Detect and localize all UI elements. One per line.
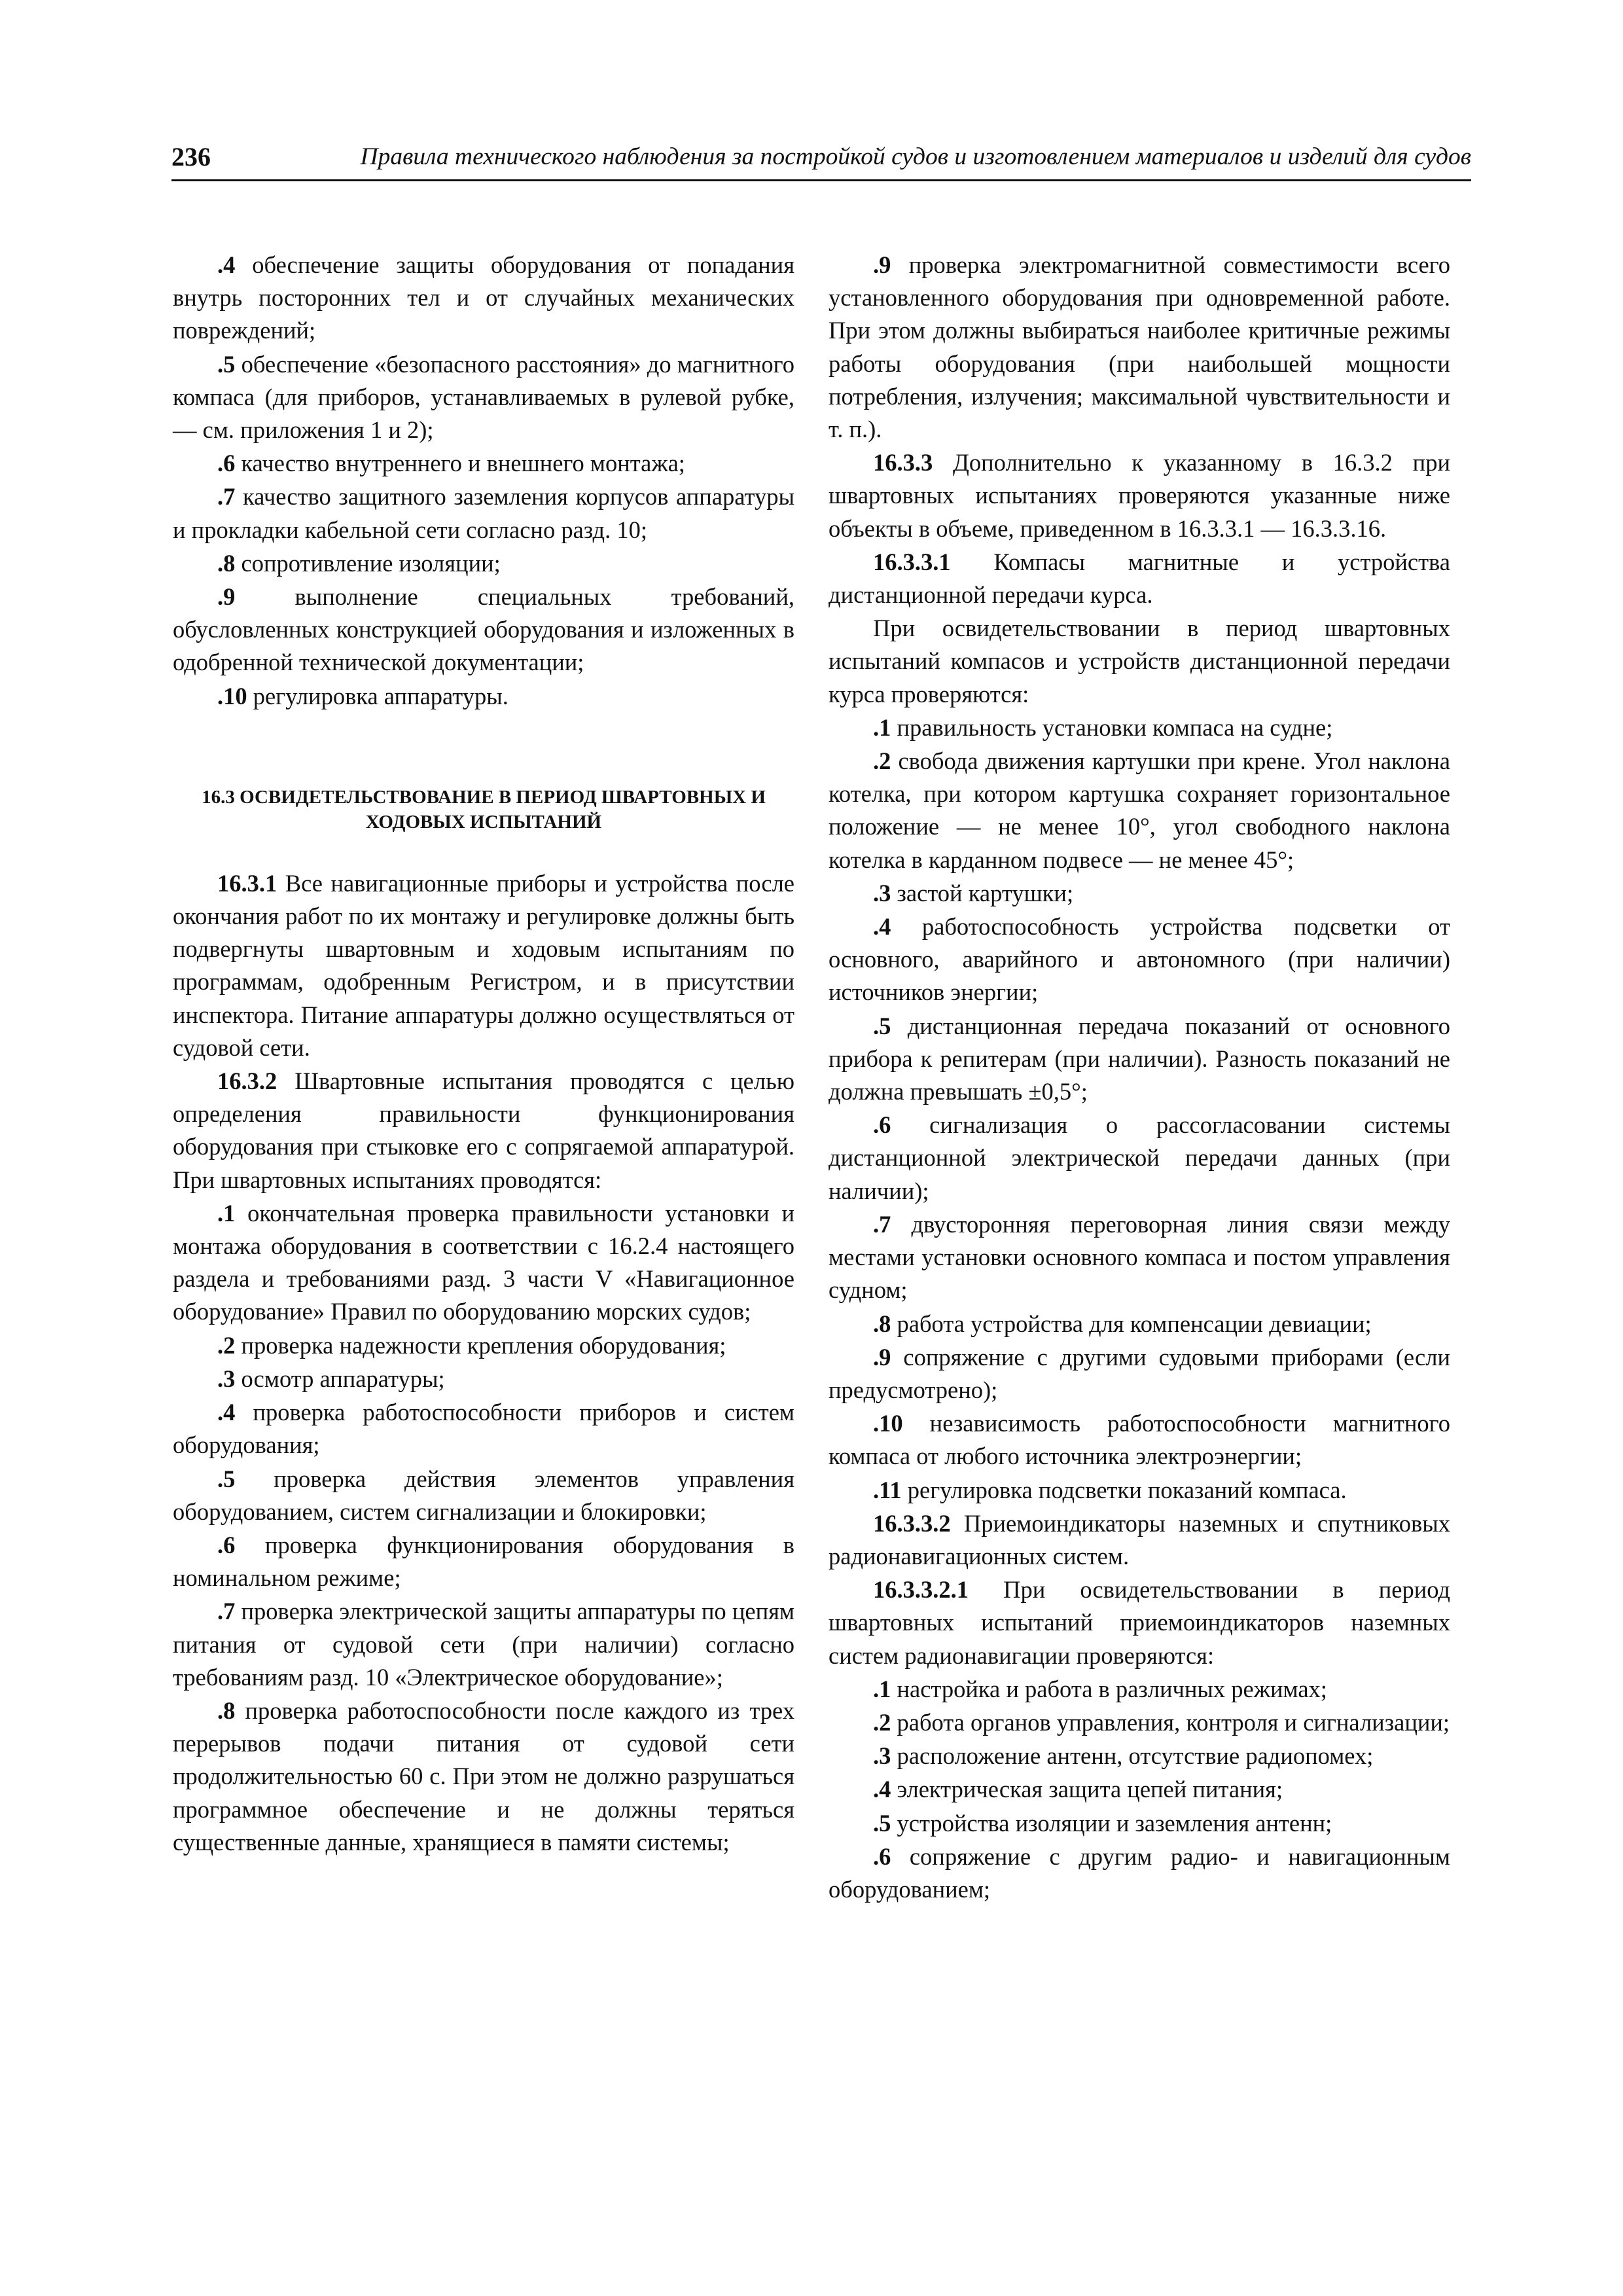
paragraph-text: работоспособность устройства подсветки от основного, аварийного и автономного (при наличии) источников энергии; <box>829 913 1450 1006</box>
paragraph <box>829 1341 1450 1407</box>
paragraph-text: При освидетельствовании в период швартовных испытаний компасов и устройств дистанционной передачи курса проверяются: <box>829 615 1450 708</box>
item-number: .2 <box>217 1331 236 1359</box>
paragraph <box>829 546 1450 611</box>
paragraph <box>829 1109 1450 1208</box>
paragraph-text: обеспечение «безопасного расстояния» до магнитного компаса (для приборов, устанавливаемых в рулевой рубке, — см. приложения 1 и 2); <box>173 350 794 444</box>
page-number: 236 <box>171 142 211 171</box>
paragraph-text: Приемоиндикаторы наземных и спутниковых радионавигационных систем. <box>829 1509 1450 1570</box>
paragraph-text: проверка надежности крепления оборудования; <box>235 1331 726 1359</box>
paragraph <box>173 1197 794 1329</box>
paragraph-text: застой картушки; <box>891 879 1074 906</box>
paragraph-text: двусторонняя переговорная линия связи между местами установки основного компаса и постом управления судном; <box>829 1210 1450 1304</box>
paragraph <box>829 446 1450 545</box>
item-number: .2 <box>873 1708 891 1736</box>
item-number: .8 <box>873 1310 891 1337</box>
paragraph <box>173 581 794 679</box>
paragraph-text: дистанционная передача показаний от основного прибора к репитерам (при наличии). Разность показаний не должна превышать ±0,5°; <box>829 1012 1450 1105</box>
item-number: .10 <box>873 1410 903 1437</box>
paragraph <box>173 547 794 580</box>
item-number: 16.3.2 <box>217 1067 277 1095</box>
paragraph-text: электрическая защита цепей питания; <box>891 1776 1283 1803</box>
paragraph-text: окончательная проверка правильности установки и монтажа оборудования в соответствии с 16.2.4 настоящего раздела и требованиями разд. 3 части V «Навигационное оборудование» Правил по оборудованию морских судов; <box>173 1199 794 1325</box>
paragraph <box>173 1363 794 1395</box>
item-number: 16.3.3 <box>873 449 933 476</box>
paragraph-text: сигнализация о рассогласовании системы дистанционной электрической передачи данных (при наличии); <box>829 1111 1450 1204</box>
paragraph <box>173 1065 794 1196</box>
paragraph <box>173 447 794 480</box>
paragraph <box>829 1740 1450 1772</box>
paragraph <box>829 1706 1450 1739</box>
item-number: 16.3.1 <box>217 869 277 897</box>
page-header <box>171 137 1471 181</box>
paragraph <box>829 1673 1450 1706</box>
paragraph-text: Дополнительно к указанному в 16.3.2 при швартовных испытаниях проверяются указанные ниже объекты в объеме, приведенном в 16.3.3.1 — 16.3.3.16. <box>829 449 1450 542</box>
paragraph-text: настройка и работа в различных режимах; <box>891 1675 1327 1702</box>
paragraph <box>173 1396 794 1462</box>
item-number: .2 <box>873 747 891 775</box>
paragraph <box>173 1695 794 1859</box>
paragraph <box>829 249 1450 446</box>
paragraph <box>829 1807 1450 1840</box>
paragraph-text: качество защитного заземления корпусов аппаратуры и прокладки кабельной сети согласно разд. 10; <box>173 483 794 543</box>
paragraph <box>829 612 1450 711</box>
paragraph-text: работа устройства для компенсации девиации; <box>891 1310 1372 1337</box>
paragraph <box>829 1308 1450 1340</box>
item-number: 16.3.3.2.1 <box>873 1576 969 1604</box>
paragraph <box>829 1507 1450 1573</box>
item-number: .6 <box>217 450 236 477</box>
section-heading: 16.3 ОСВИДЕТЕЛЬСТВОВАНИЕ В ПЕРИОД ШВАРТОВНЫХ И ХОДОВЫХ ИСПЫТАНИЙ <box>202 786 766 833</box>
paragraph <box>173 348 794 447</box>
paragraph-text: сопряжение с другим радио- и навигационным оборудованием; <box>829 1842 1450 1903</box>
running-title: Правила технического наблюдения за постройкой судов и изготовлением материалов и изделий для судов <box>360 143 1471 170</box>
paragraph <box>173 867 794 1064</box>
paragraph-text: свобода движения картушки при крене. Угол наклона котелка, при котором картушка сохраняет горизонтальное положение — не менее 10°, угол свободного наклона котелка в карданном подвесе — не менее 45°; <box>829 747 1450 873</box>
paragraph <box>829 1573 1450 1672</box>
item-number: .11 <box>873 1476 902 1503</box>
paragraph <box>829 711 1450 744</box>
paragraph-text: проверка электрической защиты аппаратуры по цепям питания от судовой сети (при наличии) согласно требованиям разд. 10 «Электрическое оборудование»; <box>173 1598 794 1691</box>
paragraph-text: проверка работоспособности после каждого из трех перерывов подачи питания от судовой сети продолжительностью 60 с. При этом не должно разрушаться программное обеспечение и не должны теряться существенные данные, хранящиеся в памяти системы; <box>173 1696 794 1856</box>
paragraph <box>829 1407 1450 1473</box>
paragraph <box>829 910 1450 1009</box>
item-number: .4 <box>217 251 236 278</box>
item-number: .5 <box>217 1465 236 1492</box>
paragraph-text: проверка работоспособности приборов и систем оборудования; <box>173 1399 794 1459</box>
paragraph-text: Компасы магнитные и устройства дистанционной передачи курса. <box>829 548 1450 609</box>
item-number: .7 <box>217 483 236 511</box>
paragraph-text: проверка действия элементов управления оборудованием, систем сигнализации и блокировки; <box>173 1465 794 1525</box>
paragraph <box>173 480 794 546</box>
item-number: .4 <box>873 1776 891 1803</box>
item-number: .5 <box>873 1809 891 1837</box>
paragraph-text: При освидетельствовании в период швартовных испытаний приемоиндикаторов наземных систем радионавигации проверяются: <box>829 1576 1450 1669</box>
paragraph <box>173 1463 794 1528</box>
item-number: .5 <box>217 350 236 378</box>
paragraph <box>829 877 1450 910</box>
paragraph-text: устройства изоляции и заземления антенн; <box>891 1809 1332 1837</box>
item-number: .1 <box>873 713 891 741</box>
left-column <box>173 249 794 1859</box>
paragraph-text: сопротивление изоляции; <box>235 549 501 577</box>
paragraph-text: регулировка аппаратуры. <box>247 682 508 709</box>
item-number: .1 <box>217 1199 236 1227</box>
paragraph <box>173 1529 794 1594</box>
paragraph-text: Все навигационные приборы и устройства после окончания работ по их монтажу и регулировке должны быть подвергнуты швартовным и ходовым испытаниям по программам, одобренным Регистром, и в присутствии инспектора. Питание аппаратуры должно осуществляться от судовой сети. <box>173 869 794 1061</box>
paragraph-text: проверка функционирования оборудования в номинальном режиме; <box>173 1531 794 1592</box>
paragraph-text: сопряжение с другими судовыми приборами (если предусмотрено); <box>829 1343 1450 1403</box>
paragraph <box>829 1773 1450 1806</box>
paragraph-text: качество внутреннего и внешнего монтажа; <box>235 450 685 477</box>
paragraph-text: работа органов управления, контроля и сигнализации; <box>891 1708 1450 1736</box>
paragraph-text: регулировка подсветки показаний компаса. <box>901 1476 1347 1503</box>
paragraph <box>829 1840 1450 1906</box>
paragraph <box>829 1474 1450 1507</box>
paragraph <box>829 1208 1450 1307</box>
paragraph-text: Швартовные испытания проводятся с целью определения правильности функционирования оборудования при стыковке его с сопрягаемой аппаратурой. При швартовных испытаниях проводятся: <box>173 1067 794 1193</box>
item-number: .6 <box>873 1842 891 1870</box>
paragraph <box>173 1595 794 1694</box>
paragraph <box>173 1329 794 1362</box>
item-number: .5 <box>873 1012 891 1039</box>
paragraph <box>829 745 1450 876</box>
item-number: .7 <box>217 1598 236 1625</box>
paragraph-text: осмотр аппаратуры; <box>235 1365 445 1392</box>
item-number: .3 <box>873 1742 891 1770</box>
item-number: .1 <box>873 1675 891 1702</box>
paragraph-text: независимость работоспособности магнитного компаса от любого источника электроэнергии; <box>829 1410 1450 1470</box>
paragraph-text: правильность установки компаса на судне; <box>891 713 1333 741</box>
paragraph <box>173 680 794 713</box>
paragraph-text: проверка электромагнитной совместимости всего установленного оборудования при одновременной работе. При этом должны выбираться наиболее критичные режимы работы оборудования (при наибольшей мощности потребления, излучения; максимальной чувствительности и т. п.). <box>829 251 1450 443</box>
item-number: 16.3.3.2 <box>873 1509 951 1537</box>
paragraph <box>829 1010 1450 1109</box>
item-number: .8 <box>217 549 236 577</box>
item-number: .9 <box>217 583 236 611</box>
paragraph-text: обеспечение защиты оборудования от попадания внутрь посторонних тел и от случайных механических повреждений; <box>173 251 794 344</box>
item-number: .3 <box>873 879 891 906</box>
paragraph-text: расположение антенн, отсутствие радиопомех; <box>891 1742 1374 1770</box>
item-number: .9 <box>873 251 891 278</box>
paragraph <box>173 249 794 348</box>
item-number: .7 <box>873 1210 891 1238</box>
item-number: .6 <box>217 1531 236 1558</box>
item-number: .3 <box>217 1365 236 1392</box>
item-number: .4 <box>217 1399 236 1426</box>
item-number: .6 <box>873 1111 891 1139</box>
paragraph-text: выполнение специальных требований, обусловленных конструкцией оборудования и изложенных в одобренной технической документации; <box>173 583 794 676</box>
item-number: .8 <box>217 1696 236 1724</box>
right-column <box>829 249 1450 1907</box>
item-number: .9 <box>873 1343 891 1371</box>
item-number: 16.3.3.1 <box>873 548 951 575</box>
item-number: .4 <box>873 913 891 941</box>
item-number: .10 <box>217 682 247 709</box>
